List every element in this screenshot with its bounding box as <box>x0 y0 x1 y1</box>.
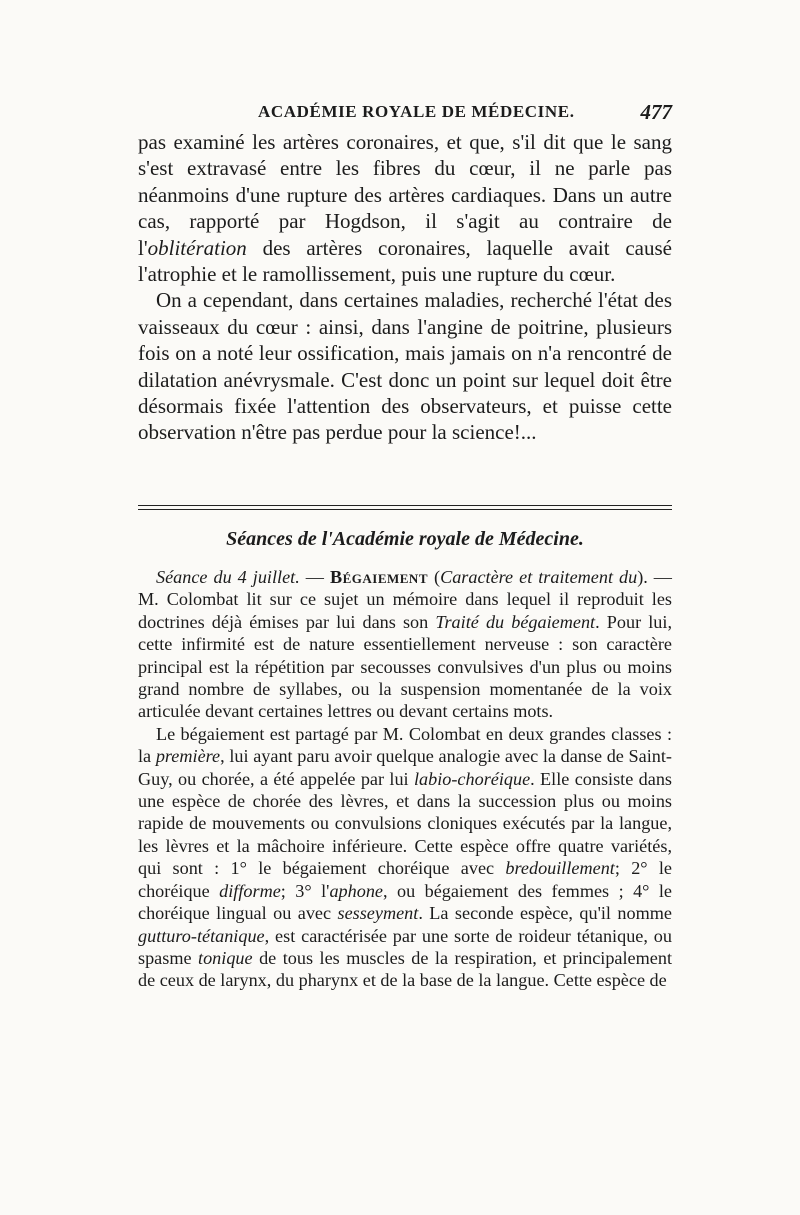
paragraph: On a cependant, dans certaines maladies, recherché l'état des vaisseaux du cœur : ainsi, dans l'angine de poitrine, plusieurs fois on a noté leur ossification, mais jamais on n'a rencontré de dilatation anévrysmale. C'est donc un point sur lequel doit être désormais fixée l'attention des observateurs, et puisse cette observation n'être pas perdue pour la science!... <box>138 288 672 445</box>
italic-term: Caractère et traitement du <box>440 567 638 587</box>
topic-heading: Bégaiement <box>329 567 428 587</box>
section-continued-text <box>138 129 672 446</box>
section-divider <box>138 505 672 510</box>
text-run: , est caractérisée par une sorte de roideur tétanique, ou spasme <box>138 925 672 968</box>
divider-line <box>138 509 672 510</box>
text-run: — <box>299 567 330 587</box>
text-run: . Elle consiste dans une espèce de chorée des lèvres, et dans la succession plus ou moins rapide de mouvements ou convulsions cloniques exécutés par la langue, les lèvres et la mâchoire inférieure. Cette espèce offre quatre variétés, qui sont : 1° le bégaiement choréique avec <box>138 768 672 879</box>
italic-term: labio-choréique <box>413 768 531 789</box>
text-run: ( <box>428 567 441 587</box>
text-run: pas examiné les artères coronaires, et que, s'il dit que le sang s'est extravasé entre les fibres du cœur, il ne parle pas néanmoins d'une rupture des artères cardiaques. Dans un autre cas, rapporté par Hogdson, il s'agit au contraire de l' <box>138 130 672 260</box>
running-head: ACADÉMIE ROYALE DE MÉDECINE. <box>258 102 575 121</box>
text-run: des artères coronaires, laquelle avait causé l'atrophie et le ramollissement, puis une rupture du cœur. <box>138 235 672 287</box>
text-run: ). — M. Colombat lit sur ce sujet un mémoire dans lequel il reproduit les doctrines déjà émises par lui dans son <box>138 567 672 632</box>
text-run: ; 3° l' <box>280 880 330 901</box>
paragraph <box>138 566 672 723</box>
page-number: 477 <box>640 100 672 124</box>
text-run: . La seconde espèce, qu'il nomme <box>418 903 672 924</box>
italic-term: tonique <box>198 947 253 968</box>
section-text <box>138 566 672 992</box>
text-run: Le bégaiement est partagé par M. Colombat en deux grandes classes : la <box>138 723 672 767</box>
text-run: ; 2° le choréique <box>138 858 673 901</box>
text-run: . Pour lui, cette infirmité est de nature essentiellement nerveuse : son caractère principal est la répétition par secousses convulsives d'un plus ou moins grand nombre de syllabes, ou la suspension momentanée de la voix articulée devant certaines lettres ou devant certains mots. <box>138 611 672 722</box>
text-run: de tous les muscles de la respiration, et principalement de ceux de larynx, du pharynx et de la base de la langue. Cette espèce de <box>138 947 673 991</box>
italic-term: oblitération <box>147 235 247 260</box>
italic-term: bredouillement <box>505 858 615 879</box>
text-run: , lui ayant paru avoir quelque analogie avec la danse de Saint-Guy, ou chorée, a été appelée par lui <box>138 746 672 789</box>
book-title: Traité du bégaiement <box>435 611 596 632</box>
paragraph <box>138 723 672 992</box>
divider-line <box>138 505 672 506</box>
paragraph <box>138 129 672 287</box>
text-run: , ou bégaiement des femmes ; 4° le choréique lingual ou avec <box>138 880 673 924</box>
section-heading: Séances de l'Académie royale de Médecine. <box>226 528 584 550</box>
italic-term: difforme <box>219 880 281 901</box>
italic-term: sesseyment <box>337 903 419 924</box>
italic-term: gutturo-tétanique <box>138 925 265 946</box>
page-header <box>138 100 672 124</box>
italic-term: première <box>155 746 221 767</box>
session-date: Séance du 4 juillet. <box>156 567 300 587</box>
italic-term: aphone <box>329 880 383 901</box>
